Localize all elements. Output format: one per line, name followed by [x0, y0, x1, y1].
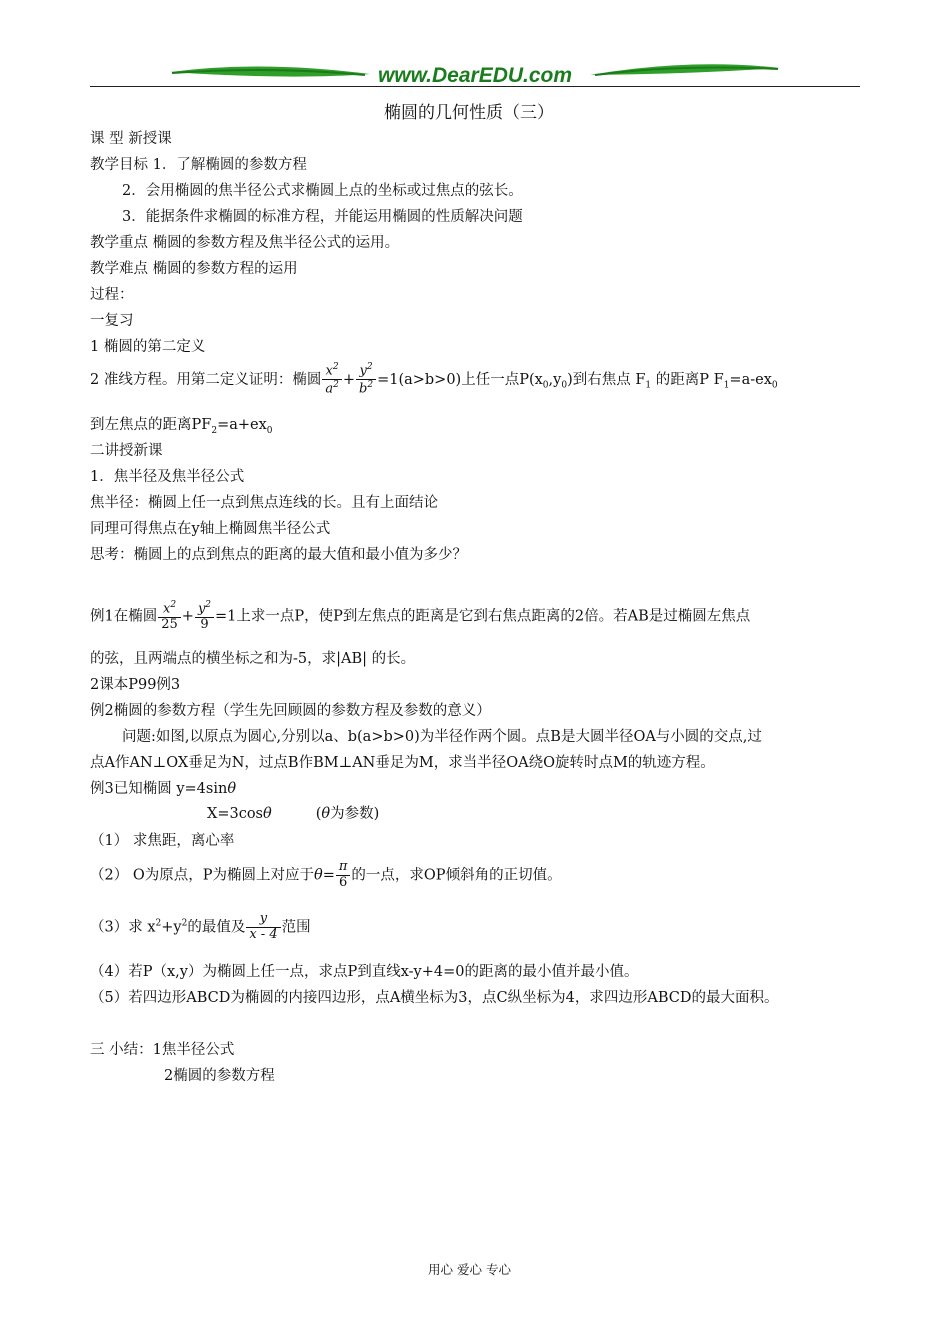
section-new-lesson: 二讲授新课: [90, 443, 163, 459]
fraction-y-over-x-minus-4: $\frac{y}{x - 4}$: [246, 912, 280, 943]
example-1-cont: 的弦，且两端点的横坐标之和为-5，求|AB| 的长。: [90, 651, 416, 667]
question-1: （1） 求焦距，离心率: [90, 833, 235, 849]
example-2: 例2椭圆的参数方程（学生先回顾圆的参数方程及参数的意义）: [90, 703, 491, 719]
fraction-pi-6: $\frac{\pi}{6}$: [336, 860, 351, 891]
example-3-x-eq: X=3cosθ (θ为参数): [207, 806, 380, 822]
header-divider: [90, 86, 860, 87]
objective-1: 教学目标 1．了解椭圆的参数方程: [90, 157, 307, 173]
question-2: （2） O为原点，P为椭圆上对应于θ= $\frac{\pi}{6}$ 的一点，求OP倾斜角的正切值。: [90, 859, 562, 890]
focal-radius-y-axis: 同理可得焦点在y轴上椭圆焦半径公式: [90, 521, 331, 537]
review-item-1: 1 椭圆的第二定义: [90, 339, 206, 355]
question-3: （3）求 $x^2+y^2$的最值及 $\frac{y}{x - 4}$ 范围: [90, 911, 311, 942]
textbook-reference: 2课本P99例3: [90, 677, 181, 693]
example-1: 例1在椭圆 $\frac{x^2}{25}$ + $\frac{y^2}{9}$ =1上求一点P，使P到左焦点的距离是它到右焦点距离的2倍。若AB是过椭圆左焦点: [90, 600, 751, 633]
logo-text: www.DearEDU.com: [377, 64, 573, 87]
fraction-x2-25: $\frac{x^2}{25}$: [158, 600, 181, 633]
process-label: 过程：: [90, 287, 134, 303]
fraction-y2-b2: $\frac{y^2}{b^2}$: [356, 362, 376, 398]
summary-item-2: 2椭圆的参数方程: [164, 1068, 275, 1084]
difficult-points: 教学难点 椭圆的参数方程的运用: [90, 261, 298, 277]
page-title: 椭圆的几何性质（三）: [384, 103, 554, 123]
focal-radius-heading: 1．焦半径及焦半径公式: [90, 469, 245, 485]
fraction-y2-9: $\frac{y^2}{9}$: [195, 600, 214, 633]
left-focal-distance: 到左焦点的距离$PF_2=a+ex_0$: [90, 417, 273, 436]
fraction-x2-a2: $\frac{x^2}{a^2}$: [322, 362, 342, 398]
key-points: 教学重点 椭圆的参数方程及焦半径公式的运用。: [90, 235, 400, 251]
question-4: （4）若P（x,y）为椭圆上任一点，求点P到直线x-y+4=0的距离的最小值并最小值。: [90, 964, 639, 980]
section-review: 一复习: [90, 313, 134, 329]
review-item-2: 2 准线方程。用第二定义证明：椭圆 $\frac{x^2}{a^2}$ + $\frac{y^2}{b^2}$ =1(a>b>0)上任一点$P(x_0,y_0)$到右焦点 $F_1$ 的距离P $F_1=a-ex_0$: [90, 362, 778, 397]
course-type: 课 型 新授课: [90, 131, 172, 147]
focal-radius-def: 焦半径：椭圆上任一点到焦点连线的长。且有上面结论: [90, 495, 438, 511]
footer-motto: 用心 爱心 专心: [428, 1262, 511, 1277]
example-3: 例3已知椭圆 y=4sinθ: [90, 781, 237, 797]
objective-2: 2．会用椭圆的焦半径公式求椭圆上点的坐标或过焦点的弦长。: [122, 183, 523, 199]
problem-line-2: 点A作AN⊥OX垂足为N，过点B作BM⊥AN垂足为M，求当半径OA绕O旋转时点M的轨迹方程。: [90, 755, 715, 771]
think-question: 思考：椭圆上的点到焦点的距离的最大值和最小值为多少？: [90, 547, 467, 563]
objective-3: 3．能据条件求椭圆的标准方程，并能运用椭圆的性质解决问题: [122, 209, 523, 225]
summary: 三 小结：1焦半径公式: [90, 1042, 235, 1058]
problem-line-1: 问题:如图,以原点为圆心,分别以a、b(a>b>0)为半径作两个圆。点B是大圆半径OA与小圆的交点,过: [122, 729, 762, 745]
question-5: （5）若四边形ABCD为椭圆的内接四边形，点A横坐标为3，点C纵坐标为4，求四边形ABCD的最大面积。: [90, 990, 779, 1006]
